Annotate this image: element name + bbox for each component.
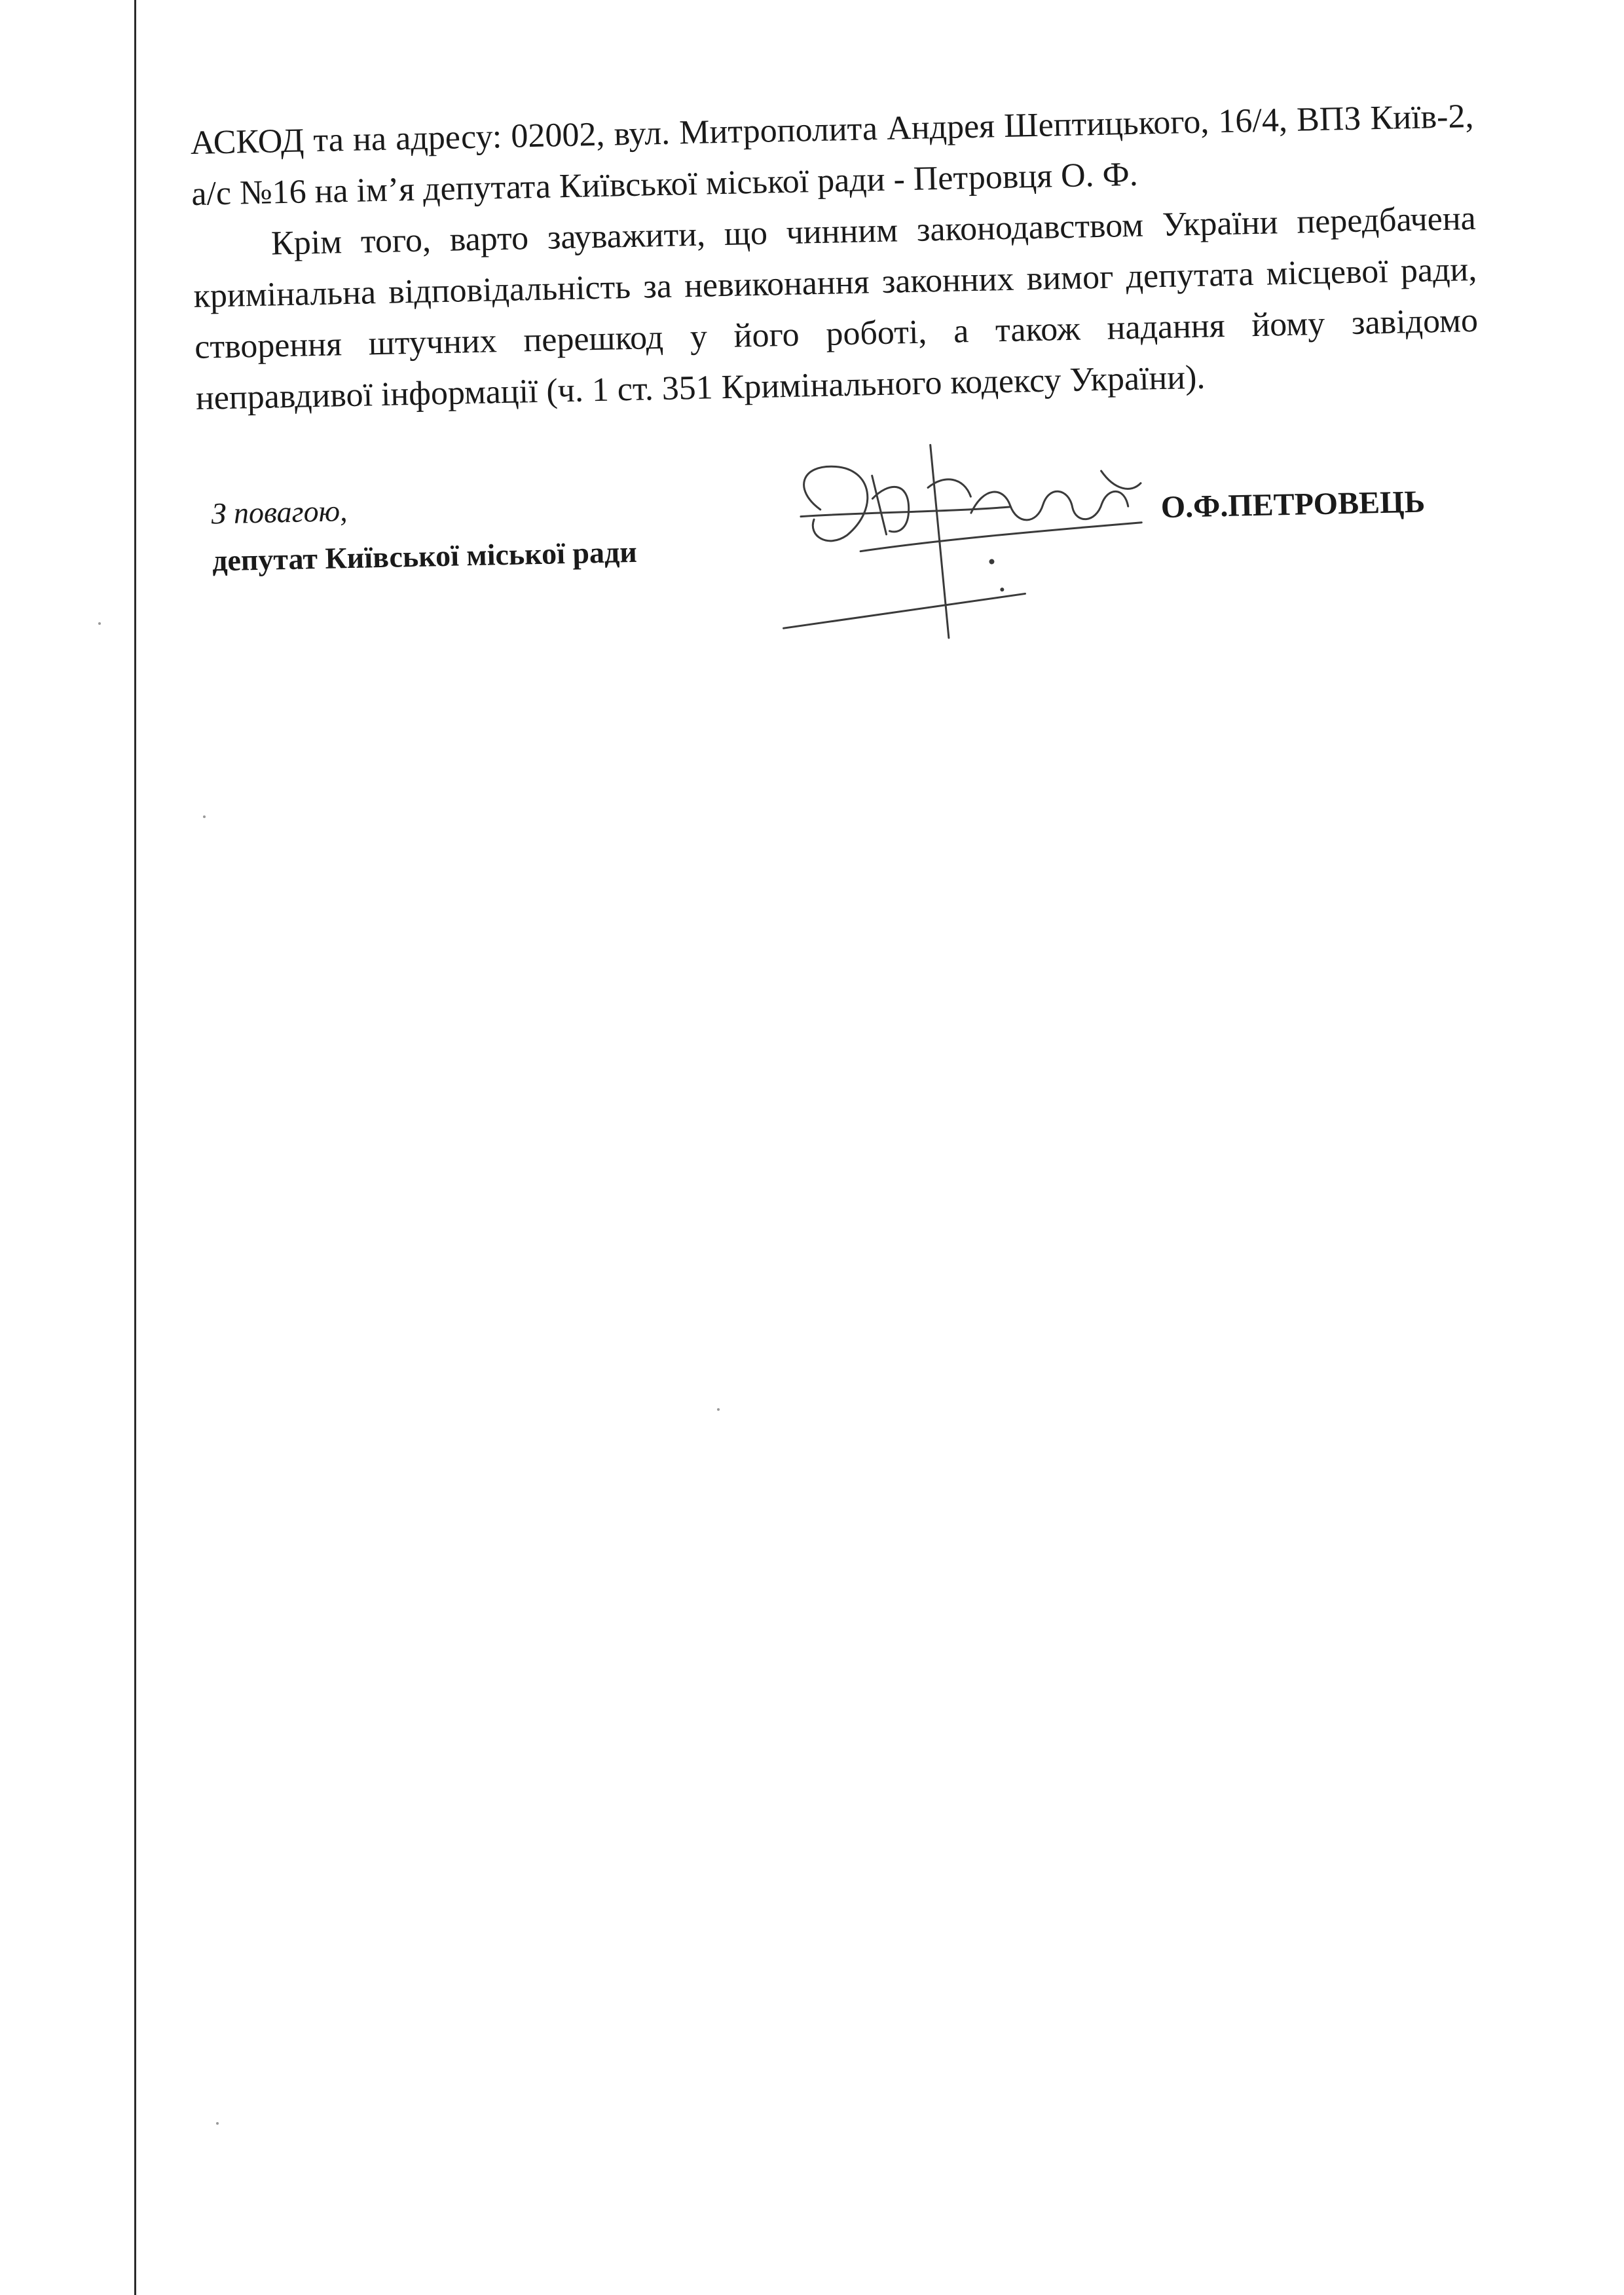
scan-speck xyxy=(717,1408,720,1411)
letter-body xyxy=(190,91,1485,667)
address-paragraph: АСКОД та на адресу: 02002, вул. Митрополита Андрея Шептицького, 16/4, ВПЗ Київ-2, а/с №16 на ім’я депутата Київської міської ради - Петровця О. Ф. xyxy=(190,97,1474,213)
scan-speck xyxy=(98,622,101,625)
signatory-name: О.Ф.ПЕТРОВЕЦЬ xyxy=(1160,484,1426,525)
handwritten-signature-icon xyxy=(773,430,1183,654)
binding-margin-line xyxy=(134,0,136,2295)
legal-notice-paragraph: Крім того, варто зауважити, що чинним законодавством України передбачена кримінальна відповідальність за невиконання законних вимог депутата місцевої ради, створення штучних перешкод у його роботі, а також надання йому завідомо неправдивої інформації (ч. 1 ст. 351 Кримінального кодексу України). xyxy=(193,199,1479,417)
closing-block xyxy=(198,470,1485,667)
signatory-position: депутат Київської міської ради xyxy=(212,534,638,578)
closing-regards: З повагою, xyxy=(211,494,348,531)
scan-speck xyxy=(203,815,206,818)
scan-speck xyxy=(216,2122,219,2125)
